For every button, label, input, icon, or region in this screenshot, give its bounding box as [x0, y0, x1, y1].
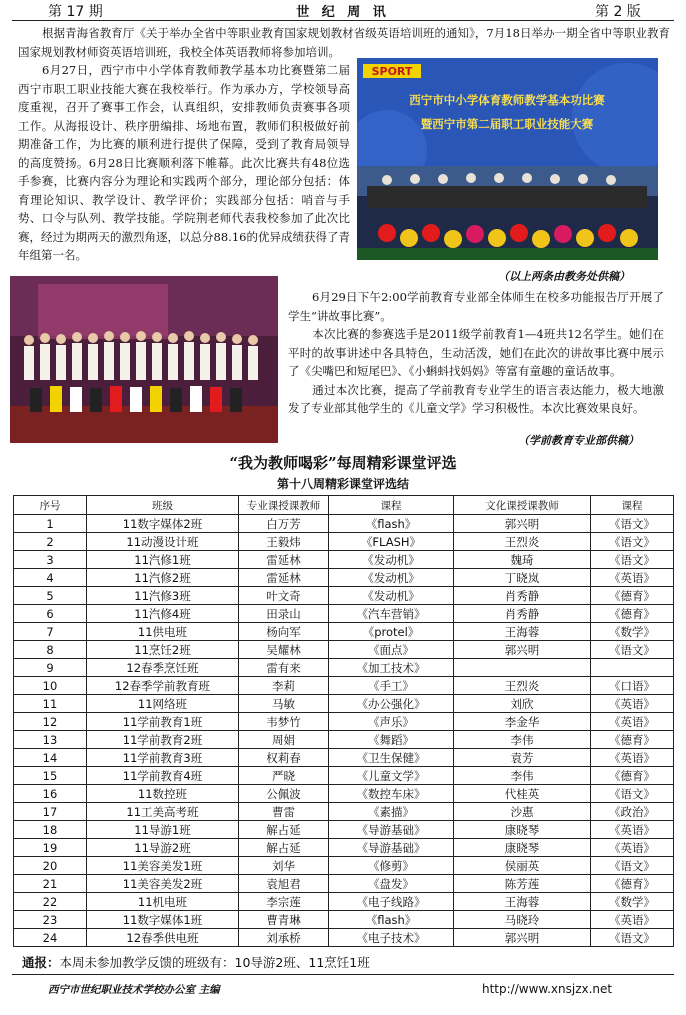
article-english-training: 根据青海省教育厅《关于举办全省中等职业教育国家规划教材省级英语培训班的通知》，7月18日举办一期全省中等职业教育国家规划教材师资英语培训班，我校全体英语教师将参加培训。 — [18, 26, 670, 59]
cell-class: 11网络班 — [87, 695, 239, 713]
cell-major-teacher: 韦梦竹 — [239, 713, 329, 731]
cell-number: 4 — [14, 569, 87, 587]
cell-class: 11美容美发1班 — [87, 857, 239, 875]
cell-major-course: 《舞蹈》 — [329, 731, 454, 749]
cell-culture-course: 《语文》 — [591, 641, 674, 659]
cell-class: 11汽修2班 — [87, 569, 239, 587]
cell-class: 11供电班 — [87, 623, 239, 641]
cell-number: 12 — [14, 713, 87, 731]
table-row — [14, 713, 674, 731]
cell-culture-teacher: 马晓玲 — [454, 911, 591, 929]
cell-culture-teacher: 郭兴明 — [454, 641, 591, 659]
cell-major-teacher: 曹雷 — [239, 803, 329, 821]
table-row — [14, 839, 674, 857]
table-row — [14, 695, 674, 713]
cell-culture-teacher — [454, 659, 591, 677]
cell-culture-teacher: 郭兴明 — [454, 515, 591, 533]
cell-culture-teacher: 李伟 — [454, 731, 591, 749]
cell-major-teacher: 曹青琳 — [239, 911, 329, 929]
table-row — [14, 785, 674, 803]
cell-major-course: 《发动机》 — [329, 569, 454, 587]
cell-culture-course — [591, 659, 674, 677]
col-header-class: 班级 — [87, 496, 239, 515]
cell-culture-course: 《英语》 — [591, 569, 674, 587]
cell-class: 11汽修4班 — [87, 605, 239, 623]
cell-culture-course: 《语文》 — [591, 857, 674, 875]
cell-number: 17 — [14, 803, 87, 821]
cell-number: 7 — [14, 623, 87, 641]
cell-major-teacher: 权莉春 — [239, 749, 329, 767]
cell-major-teacher: 田录山 — [239, 605, 329, 623]
cell-number: 21 — [14, 875, 87, 893]
cell-culture-teacher: 刘欣 — [454, 695, 591, 713]
stage-title-line1: 西宁市中小学体育教师教学基本功比赛 — [409, 93, 605, 107]
notice-text: 本周未参加教学反馈的班级有：10导游2班、11烹饪1班 — [59, 955, 370, 970]
cell-number: 19 — [14, 839, 87, 857]
stage-title-line2: 暨西宁市第二届职工职业技能大赛 — [420, 117, 594, 131]
cell-number: 11 — [14, 695, 87, 713]
col-header-number: 序号 — [14, 496, 87, 515]
cell-class: 12春季供电班 — [87, 929, 239, 947]
page-header — [10, 0, 676, 20]
cell-class: 11汽修3班 — [87, 587, 239, 605]
table-row — [14, 659, 674, 677]
cell-culture-course: 《语文》 — [591, 785, 674, 803]
table-row — [14, 821, 674, 839]
article-sports-competition: 6月27日，西宁市中小学体育教师教学基本功比赛暨第二届西宁市职工职业技能大赛在我校举行。作为承办方，学校领导高度重视，召开了赛事工作会，认真组织，安排教师负责赛事各项工作。从海报设计、秩序册编排、场地布置，教师们积极做好前期准备工作，为比赛的顺利进行提供了保障，受到了教育局领导的高度赞扬。6月28日比赛顺利落下帷幕。此次比赛共有48位选手参赛，比赛内容分为理论和实践两个部分，理论部分包括：体育理论知识、教学设计、教学评价；实践部分包括：哨音与手势、口令与队列、教学技能。学院荆老师代表我校参加了此次比赛，经过为期两天的激烈角逐，以总分88.16的优异成绩获得了青年组第一名。 — [18, 63, 350, 262]
cell-major-teacher: 雷有来 — [239, 659, 329, 677]
cell-number: 20 — [14, 857, 87, 875]
cell-culture-course: 《德育》 — [591, 875, 674, 893]
cell-major-course: 《FLASH》 — [329, 533, 454, 551]
cell-number: 24 — [14, 929, 87, 947]
cell-culture-course: 《德育》 — [591, 731, 674, 749]
table-row — [14, 731, 674, 749]
cell-culture-course: 《语文》 — [591, 515, 674, 533]
cell-class: 11学前教育4班 — [87, 767, 239, 785]
cell-culture-teacher: 王烈炎 — [454, 677, 591, 695]
cell-major-teacher: 白万芳 — [239, 515, 329, 533]
cell-culture-teacher: 丁晓岚 — [454, 569, 591, 587]
cell-class: 11烹饪2班 — [87, 641, 239, 659]
cell-number: 23 — [14, 911, 87, 929]
cell-major-course: 《发动机》 — [329, 587, 454, 605]
cell-major-course: 《面点》 — [329, 641, 454, 659]
feedback-notice — [22, 953, 370, 971]
cell-major-teacher: 周娟 — [239, 731, 329, 749]
cell-major-teacher: 刘华 — [239, 857, 329, 875]
cell-culture-teacher: 康晓琴 — [454, 821, 591, 839]
table-row — [14, 767, 674, 785]
table-row — [14, 623, 674, 641]
cell-number: 15 — [14, 767, 87, 785]
cell-culture-teacher: 王海蓉 — [454, 623, 591, 641]
cell-class: 11学前教育3班 — [87, 749, 239, 767]
cell-culture-teacher: 魏琦 — [454, 551, 591, 569]
cell-class: 11数字媒体2班 — [87, 515, 239, 533]
table-body — [14, 515, 674, 947]
cell-major-course: 《卫生保健》 — [329, 749, 454, 767]
cell-culture-teacher: 沙惠 — [454, 803, 591, 821]
cell-class: 11导游1班 — [87, 821, 239, 839]
cell-culture-course: 《德育》 — [591, 605, 674, 623]
cell-culture-course: 《英语》 — [591, 839, 674, 857]
table-row — [14, 803, 674, 821]
table-row — [14, 587, 674, 605]
competition-stage-photo — [357, 58, 658, 260]
cell-major-teacher: 严晓 — [239, 767, 329, 785]
cell-major-teacher: 公佩波 — [239, 785, 329, 803]
cell-major-course: 《加工技术》 — [329, 659, 454, 677]
table-row — [14, 929, 674, 947]
col-header-culture-teacher: 文化课授课教师 — [454, 496, 591, 515]
cell-major-course: 《导游基础》 — [329, 821, 454, 839]
footer-divider — [12, 974, 674, 975]
cell-culture-course: 《英语》 — [591, 821, 674, 839]
cell-culture-course: 《政治》 — [591, 803, 674, 821]
table-row — [14, 893, 674, 911]
cell-number: 6 — [14, 605, 87, 623]
cell-culture-course: 《语文》 — [591, 533, 674, 551]
cell-number: 22 — [14, 893, 87, 911]
cell-number: 18 — [14, 821, 87, 839]
cell-number: 1 — [14, 515, 87, 533]
cell-culture-teacher: 李金华 — [454, 713, 591, 731]
cell-culture-teacher: 陈芳莲 — [454, 875, 591, 893]
cell-culture-course: 《英语》 — [591, 911, 674, 929]
cell-culture-teacher: 肖秀静 — [454, 605, 591, 623]
cell-class: 11学前教育1班 — [87, 713, 239, 731]
cell-culture-course: 《英语》 — [591, 713, 674, 731]
cell-major-course: 《导游基础》 — [329, 839, 454, 857]
cell-major-teacher: 李宗莲 — [239, 893, 329, 911]
cell-major-teacher: 王毅炜 — [239, 533, 329, 551]
cell-class: 11汽修1班 — [87, 551, 239, 569]
stage-photo-image — [357, 58, 658, 260]
footer-url: http://www.xnsjzx.net — [482, 982, 613, 996]
newspaper-title: 世 纪 周 讯 — [296, 5, 390, 20]
cell-culture-teacher: 王海蓉 — [454, 893, 591, 911]
cell-number: 8 — [14, 641, 87, 659]
cell-culture-course: 《语文》 — [591, 929, 674, 947]
table-row — [14, 515, 674, 533]
cell-major-teacher: 解占延 — [239, 821, 329, 839]
credit-academic-affairs: （以上两条由教务处供稿） — [498, 270, 630, 283]
cell-number: 9 — [14, 659, 87, 677]
table-row — [14, 641, 674, 659]
cell-major-teacher: 吴耀林 — [239, 641, 329, 659]
cell-class: 11动漫设计班 — [87, 533, 239, 551]
cell-number: 5 — [14, 587, 87, 605]
table-row — [14, 911, 674, 929]
cell-major-teacher: 袁旭君 — [239, 875, 329, 893]
cell-major-course: 《flash》 — [329, 911, 454, 929]
cell-culture-teacher: 王烈炎 — [454, 533, 591, 551]
cell-class: 11数控班 — [87, 785, 239, 803]
cell-major-teacher: 刘承桥 — [239, 929, 329, 947]
cell-major-course: 《发动机》 — [329, 551, 454, 569]
cell-culture-teacher: 袁芳 — [454, 749, 591, 767]
cell-major-course: 《手工》 — [329, 677, 454, 695]
cell-culture-course: 《德育》 — [591, 587, 674, 605]
cell-number: 16 — [14, 785, 87, 803]
header-divider — [12, 20, 674, 21]
credit-preschool-department: （学前教育专业部供稿） — [518, 434, 639, 447]
cell-class: 12春季烹饪班 — [87, 659, 239, 677]
cell-number: 2 — [14, 533, 87, 551]
cell-class: 11导游2班 — [87, 839, 239, 857]
cell-culture-teacher: 郭兴明 — [454, 929, 591, 947]
cell-major-course: 《盘发》 — [329, 875, 454, 893]
sport-banner-label: SPORT — [371, 65, 413, 78]
group-photo-image — [10, 276, 278, 443]
cell-major-course: 《flash》 — [329, 515, 454, 533]
storytelling-group-photo — [10, 276, 278, 443]
article-storytelling-contest — [288, 288, 664, 418]
table-row — [14, 605, 674, 623]
notice-label: 通报： — [22, 955, 60, 970]
cell-culture-teacher: 李伟 — [454, 767, 591, 785]
cell-culture-course: 《语文》 — [591, 551, 674, 569]
table-row — [14, 551, 674, 569]
issue-number: 第 17 期 — [48, 4, 103, 20]
cell-class: 12春季学前教育班 — [87, 677, 239, 695]
cell-culture-teacher: 侯丽英 — [454, 857, 591, 875]
col-header-culture-course: 课程 — [591, 496, 674, 515]
cell-class: 11机电班 — [87, 893, 239, 911]
cell-class: 11美容美发2班 — [87, 875, 239, 893]
cell-culture-teacher: 肖秀静 — [454, 587, 591, 605]
cell-major-teacher: 杨向军 — [239, 623, 329, 641]
cell-culture-course: 《英语》 — [591, 749, 674, 767]
cell-major-course: 《protel》 — [329, 623, 454, 641]
table-row — [14, 749, 674, 767]
edition-number: 第 2 版 — [595, 4, 641, 20]
cell-major-course: 《儿童文学》 — [329, 767, 454, 785]
table-row — [14, 569, 674, 587]
cell-culture-course: 《数学》 — [591, 623, 674, 641]
cell-major-course: 《办公强化》 — [329, 695, 454, 713]
cell-class: 11工美高考班 — [87, 803, 239, 821]
col-header-major-course: 课程 — [329, 496, 454, 515]
cell-major-teacher: 雷延林 — [239, 551, 329, 569]
cell-class: 11学前教育2班 — [87, 731, 239, 749]
cell-culture-course: 《数学》 — [591, 893, 674, 911]
cell-number: 10 — [14, 677, 87, 695]
table-header-row — [14, 496, 674, 515]
cell-major-course: 《声乐》 — [329, 713, 454, 731]
cell-major-course: 《数控车床》 — [329, 785, 454, 803]
cell-major-teacher: 马敏 — [239, 695, 329, 713]
storytelling-line-2: 本次比赛的参赛选手是2011级学前教育1—4班共12名学生。她们在平时的故事讲述中各具特色，生动活泼，她们在此次的讲故事比赛中展示了《尖嘴巴和短尾巴》、《小蝌蚪找妈妈》等富有童趣的童话故事。 — [288, 327, 664, 378]
cell-major-teacher: 叶文奇 — [239, 587, 329, 605]
cell-culture-course: 《英语》 — [591, 695, 674, 713]
table-row — [14, 875, 674, 893]
table-row — [14, 677, 674, 695]
cell-number: 3 — [14, 551, 87, 569]
section-title: “我为教师喝彩”每周精彩课堂评选 — [229, 454, 457, 472]
cell-culture-course: 《口语》 — [591, 677, 674, 695]
table-row — [14, 533, 674, 551]
cell-culture-course: 《德育》 — [591, 767, 674, 785]
cell-culture-teacher: 康晓琴 — [454, 839, 591, 857]
footer-editor: 西宁市世纪职业技术学校办公室 主编 — [48, 984, 220, 996]
cell-major-course: 《素描》 — [329, 803, 454, 821]
cell-major-teacher: 李莉 — [239, 677, 329, 695]
cell-number: 13 — [14, 731, 87, 749]
storytelling-line-3: 通过本次比赛，提高了学前教育专业学生的语言表达能力，极大地激发了专业部其他学生的《儿童文学》学习积极性。本次比赛效果良好。 — [288, 382, 664, 415]
cell-major-course: 《电子线路》 — [329, 893, 454, 911]
cell-major-course: 《汽车营销》 — [329, 605, 454, 623]
section-subtitle: 第十八周精彩课堂评选结 — [276, 477, 409, 491]
cell-major-course: 《电子技术》 — [329, 929, 454, 947]
cell-number: 14 — [14, 749, 87, 767]
col-header-major-teacher: 专业课授课教师 — [239, 496, 329, 515]
cell-culture-teacher: 代桂英 — [454, 785, 591, 803]
table-row — [14, 857, 674, 875]
storytelling-line-1: 6月29日下午2:00学前教育专业部全体师生在校多功能报告厅开展了学生“讲故事比赛”。 — [288, 290, 664, 323]
cell-major-course: 《修剪》 — [329, 857, 454, 875]
cell-major-teacher: 解占延 — [239, 839, 329, 857]
class-evaluation-table — [13, 495, 674, 947]
cell-class: 11数字媒体1班 — [87, 911, 239, 929]
cell-major-teacher: 雷延林 — [239, 569, 329, 587]
